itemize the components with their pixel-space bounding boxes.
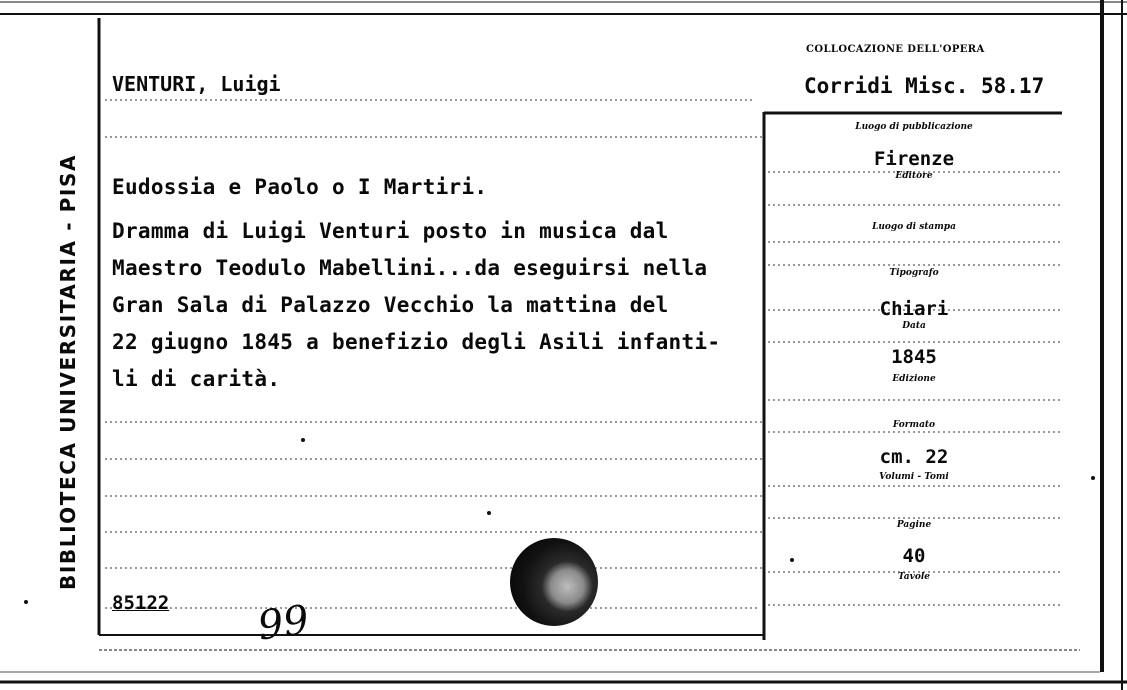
pagine-value: 40 (902, 545, 926, 567)
data-value: 1845 (891, 346, 937, 368)
luogo-pubblicazione-value: Firenze (873, 148, 955, 170)
description-line: li di carità. (112, 367, 281, 391)
description-line: Maestro Teodulo Mabellini...da eseguirsi nella (112, 256, 708, 280)
author-heading: VENTURI, Luigi (112, 72, 281, 96)
description-line: Dramma di Luigi Venturi posto in musica dal (112, 219, 669, 243)
formato-value: cm. 22 (879, 446, 949, 468)
luogo-stampa-label: Luogo di stampa (872, 222, 956, 232)
tavole-label: Tavole (897, 572, 931, 582)
library-name-vertical: BIBLIOTECA UNIVERSITARIA - PISA (56, 153, 80, 590)
volumi-tomi-label: Volumi - Tomi (879, 472, 949, 482)
tipografo-value: Chiari (879, 298, 949, 320)
edizione-label: Edizione (892, 374, 936, 384)
punch-hole (510, 538, 598, 626)
luogo-pubblicazione-label: Luogo di pubblicazione (855, 122, 973, 132)
handwritten-number: 99 (255, 596, 312, 650)
description-line: 22 giugno 1845 a benefizio degli Asili infanti- (112, 330, 721, 354)
data-label: Data (902, 321, 926, 331)
formato-label: Formato (892, 420, 936, 430)
tipografo-label: Tipografo (889, 268, 939, 278)
collocazione-value: Corridi Misc. 58.17 (804, 74, 1045, 98)
description-line: Eudossia e Paolo o I Martiri. (112, 175, 488, 199)
pagine-label: Pagine (896, 520, 932, 530)
inventory-number: 85122 (112, 592, 170, 614)
description-line: Gran Sala di Palazzo Vecchio la mattina del (112, 293, 669, 317)
collocazione-label: COLLOCAZIONE DELL'OPERA (806, 44, 985, 55)
editore-label: Editore (895, 171, 933, 181)
